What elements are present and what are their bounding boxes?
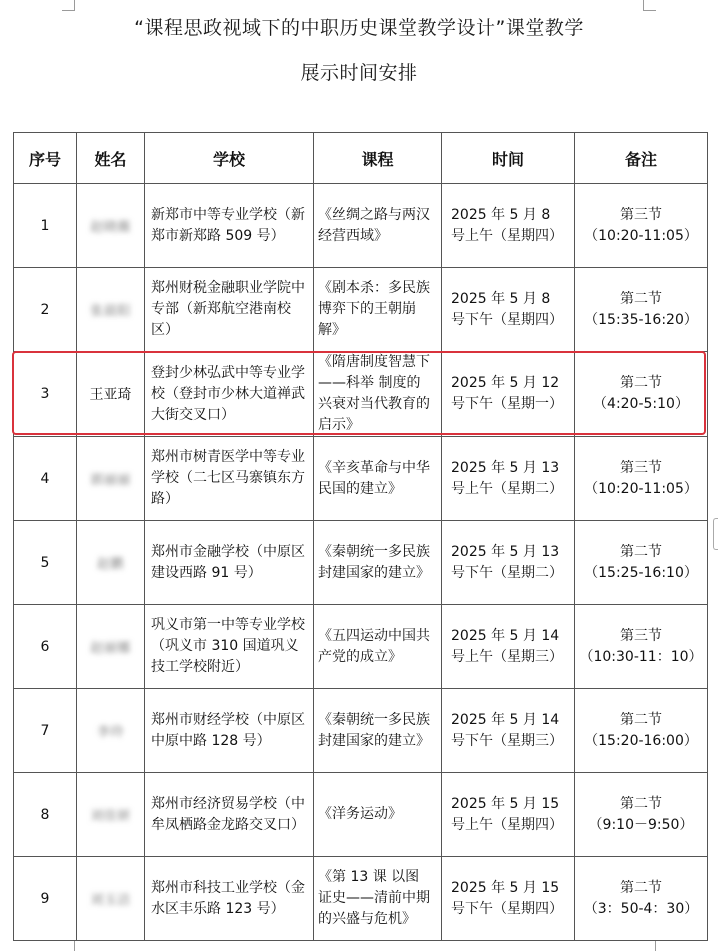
cell-school: 郑州市经济贸易学校（中牟凤栖路金龙路交叉口） bbox=[145, 773, 314, 857]
redacted-name: 郭丽丽 bbox=[90, 473, 131, 488]
remark-period: 第二节 bbox=[620, 879, 662, 896]
header-name: 姓名 bbox=[77, 133, 145, 184]
page-corner-mark-bottom-right bbox=[655, 940, 668, 951]
remark-time: （15:25-16:10） bbox=[584, 564, 698, 581]
table-header-row bbox=[14, 133, 708, 184]
cell-remark bbox=[575, 184, 708, 268]
cell-course: 《隋唐制度智慧下——科举 制度的兴衰对当代教育的启示》 bbox=[314, 352, 442, 437]
table-row bbox=[14, 605, 708, 689]
header-time: 时间 bbox=[442, 133, 575, 184]
table-row bbox=[14, 184, 708, 268]
redacted-name: 赵丽娜 bbox=[90, 641, 131, 656]
redacted-name: 赵晓薇 bbox=[90, 220, 131, 235]
cell-name bbox=[77, 184, 145, 268]
remark-period: 第二节 bbox=[620, 290, 662, 307]
cell-time: 2025 年 5 月 8 号上午（星期四） bbox=[442, 184, 575, 268]
remark-time: （15:35-16:20） bbox=[584, 311, 698, 328]
cell-school: 巩义市第一中等专业学校（巩义市 310 国道巩义技工学校附近） bbox=[145, 605, 314, 689]
cell-time: 2025 年 5 月 14 号上午（星期三） bbox=[442, 605, 575, 689]
remark-period: 第三节 bbox=[620, 459, 662, 476]
cell-num: 6 bbox=[14, 605, 77, 689]
table-row bbox=[14, 689, 708, 773]
remark-time: （10:20-11:05） bbox=[584, 227, 698, 244]
cell-time: 2025 年 5 月 13 号上午（星期二） bbox=[442, 437, 575, 521]
cell-num: 5 bbox=[14, 521, 77, 605]
remark-period: 第三节 bbox=[620, 206, 662, 223]
table-row bbox=[14, 857, 708, 941]
cell-name bbox=[77, 521, 145, 605]
cell-name bbox=[77, 857, 145, 941]
remark-time: （10:20-11:05） bbox=[584, 480, 698, 497]
page-corner-mark-top-left bbox=[62, 0, 75, 11]
table-row bbox=[14, 437, 708, 521]
cell-remark bbox=[575, 437, 708, 521]
header-course: 课程 bbox=[314, 133, 442, 184]
cell-num: 3 bbox=[14, 352, 77, 437]
remark-period: 第二节 bbox=[620, 795, 662, 812]
header-school: 学校 bbox=[145, 133, 314, 184]
remark-time: （15:20-16:00） bbox=[584, 732, 698, 749]
cell-school: 郑州市财经学校（中原区中原中路 128 号） bbox=[145, 689, 314, 773]
document-title: “课程思政视域下的中职历史课堂教学设计”课堂教学 bbox=[134, 17, 584, 39]
cell-remark bbox=[575, 689, 708, 773]
cell-name bbox=[77, 268, 145, 352]
cell-course: 《五四运动中国共产党的成立》 bbox=[314, 605, 442, 689]
cell-num: 4 bbox=[14, 437, 77, 521]
page-corner-mark-top-right bbox=[643, 0, 656, 11]
cell-school: 郑州市树青医学中等专业学校（二七区马寨镇东方路） bbox=[145, 437, 314, 521]
redacted-name: 李玲 bbox=[96, 725, 124, 740]
document-subtitle: 展示时间安排 bbox=[300, 62, 418, 84]
header-num: 序号 bbox=[14, 133, 77, 184]
cell-remark bbox=[575, 857, 708, 941]
cell-remark bbox=[575, 352, 708, 437]
remark-time: （3：50-4：30） bbox=[583, 900, 699, 917]
remark-period: 第二节 bbox=[620, 711, 662, 728]
cell-num: 1 bbox=[14, 184, 77, 268]
cell-remark bbox=[575, 773, 708, 857]
cell-course: 《洋务运动》 bbox=[314, 773, 442, 857]
cell-course: 《辛亥革命与中华民国的建立》 bbox=[314, 437, 442, 521]
page-corner-mark-bottom-left bbox=[62, 940, 75, 951]
cell-remark bbox=[575, 521, 708, 605]
cell-time: 2025 年 5 月 15 号上午（星期四） bbox=[442, 773, 575, 857]
remark-period: 第二节 bbox=[620, 543, 662, 560]
cell-num: 2 bbox=[14, 268, 77, 352]
table-row-highlighted bbox=[14, 352, 708, 437]
table-row bbox=[14, 521, 708, 605]
cell-time: 2025 年 5 月 8 号下午（星期四） bbox=[442, 268, 575, 352]
cell-remark bbox=[575, 268, 708, 352]
schedule-table bbox=[13, 132, 708, 941]
table-row bbox=[14, 773, 708, 857]
scroll-handle[interactable] bbox=[713, 518, 718, 550]
cell-time: 2025 年 5 月 12 号下午（星期一） bbox=[442, 352, 575, 437]
cell-course: 《第 13 课 以图证史——清前中期的兴盛与危机》 bbox=[314, 857, 442, 941]
redacted-name: 张晨阳 bbox=[90, 304, 131, 319]
cell-course: 《剧本杀：多民族博弈下的王朝崩解》 bbox=[314, 268, 442, 352]
remark-period: 第三节 bbox=[620, 627, 662, 644]
remark-time: （9:10－9:50） bbox=[588, 816, 694, 833]
cell-name bbox=[77, 605, 145, 689]
cell-name bbox=[77, 689, 145, 773]
cell-school: 登封少林弘武中等专业学校（登封市少林大道禅武大街交叉口） bbox=[145, 352, 314, 437]
redacted-name: 赵鹏 bbox=[96, 557, 124, 572]
cell-school: 新郑市中等专业学校（新郑市新郑路 509 号） bbox=[145, 184, 314, 268]
cell-course: 《秦朝统一多民族封建国家的建立》 bbox=[314, 521, 442, 605]
cell-name bbox=[77, 773, 145, 857]
cell-name bbox=[77, 437, 145, 521]
remark-time: （4:20-5:10） bbox=[593, 396, 689, 412]
cell-num: 7 bbox=[14, 689, 77, 773]
cell-name: 王亚琦 bbox=[77, 352, 145, 437]
cell-time: 2025 年 5 月 14 号下午（星期三） bbox=[442, 689, 575, 773]
cell-school: 郑州市金融学校（中原区建设西路 91 号） bbox=[145, 521, 314, 605]
cell-school: 郑州财税金融职业学院中专部（新郑航空港南校区） bbox=[145, 268, 314, 352]
cell-course: 《秦朝统一多民族封建国家的建立》 bbox=[314, 689, 442, 773]
cell-time: 2025 年 5 月 13 号下午（星期二） bbox=[442, 521, 575, 605]
cell-school: 郑州市科技工业学校（金水区丰乐路 123 号） bbox=[145, 857, 314, 941]
remark-time: （10:30-11：10） bbox=[579, 648, 703, 665]
remark-period: 第二节 bbox=[620, 375, 662, 391]
table-row bbox=[14, 268, 708, 352]
cell-num: 9 bbox=[14, 857, 77, 941]
cell-remark bbox=[575, 605, 708, 689]
cell-num: 8 bbox=[14, 773, 77, 857]
cell-time: 2025 年 5 月 15 号下午（星期四） bbox=[442, 857, 575, 941]
redacted-name: 刘佳妍 bbox=[90, 809, 131, 824]
cell-course: 《丝绸之路与两汉经营西域》 bbox=[314, 184, 442, 268]
redacted-name: 刘玉洁 bbox=[90, 893, 131, 908]
header-remark: 备注 bbox=[575, 133, 708, 184]
